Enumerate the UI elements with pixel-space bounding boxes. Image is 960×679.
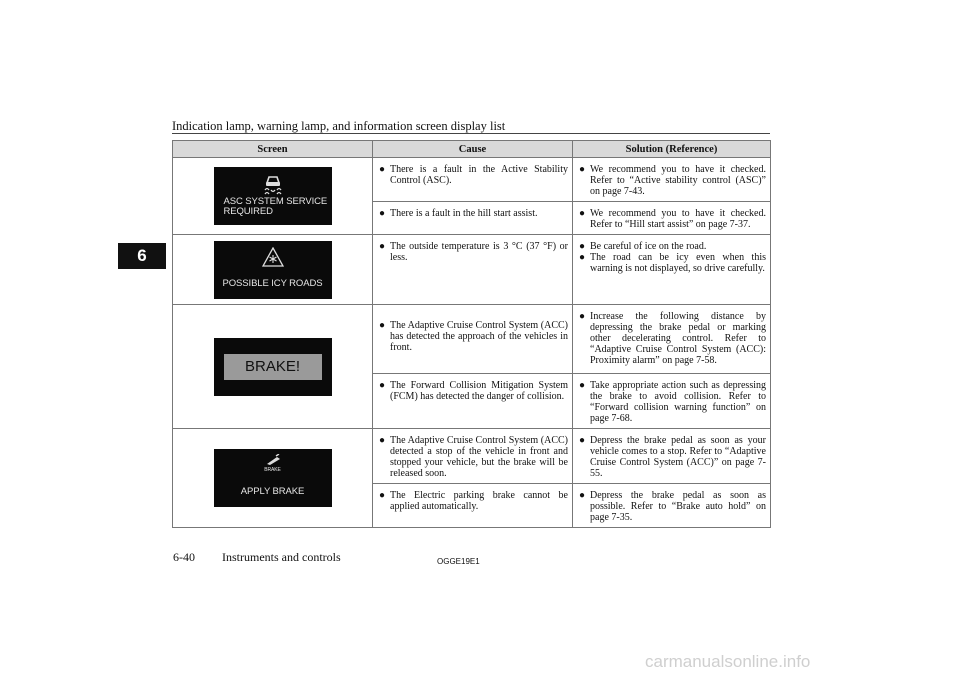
- table-row: [173, 305, 771, 374]
- indicator-table: [172, 140, 771, 528]
- brake-pedal-icon: [264, 454, 282, 466]
- cause-cell: ● The Adaptive Cruise Control System (ACC) detected a stop of the vehicle in front and stopped your vehicle, but the brake will be released soon.: [373, 429, 573, 484]
- table-header-row: [173, 141, 771, 158]
- solution-cell: ● Take appropriate action such as depressing the brake to avoid collision. Refer to “Forward collision warning function” on page 7-68.: [573, 374, 771, 429]
- apply-brake-screen-text: APPLY BRAKE: [240, 486, 305, 497]
- icy-screen-text: POSSIBLE ICY ROADS: [222, 277, 323, 289]
- solution-cell: ● Increase the following distance by depressing the brake pedal or marking other decelerating control. Refer to “Adaptive Cruise Control System (ACC): Proximity alarm” on page 7-58.: [573, 305, 771, 374]
- watermark: carmanualsonline.info: [645, 652, 811, 671]
- solution-cell: ● We recommend you to have it checked. Refer to “Hill start assist” on page 7-37.: [573, 202, 771, 235]
- column-header-solution: Solution (Reference): [573, 141, 771, 158]
- page-number: 6-40: [173, 550, 195, 564]
- solution-cell: ● We recommend you to have it checked. Refer to “Active stability control (ASC)” on page 7-43.: [573, 158, 771, 202]
- screen-cell: [173, 158, 373, 235]
- cause-cell: ● The Adaptive Cruise Control System (ACC) has detected the approach of the vehicles in front.: [373, 305, 573, 374]
- asc-screen-text: ASC SYSTEM SERVICE REQUIRED: [223, 196, 328, 217]
- cause-cell: ● The Forward Collision Mitigation System (FCM) has detected the danger of collision.: [373, 374, 573, 429]
- table-row: [173, 158, 771, 202]
- cause-cell: ● The Electric parking brake cannot be applied automatically.: [373, 484, 573, 528]
- footer-section-title: Instruments and controls: [222, 550, 341, 564]
- header-rule: [172, 133, 770, 134]
- icy-road-warning-screen: [214, 241, 332, 299]
- brake-warning-screen: [214, 338, 332, 396]
- brake-screen-text: BRAKE!: [224, 354, 322, 380]
- skidding-car-icon: [261, 173, 285, 195]
- apply-brake-screen: [214, 449, 332, 507]
- solution-cell: ● Depress the brake pedal as soon as your vehicle comes to a stop. Refer to “Adaptive Cruise Control System (ACC)” on page 7-55.: [573, 429, 771, 484]
- screen-cell: [173, 305, 373, 429]
- brake-icon-label: BRAKE: [264, 467, 281, 473]
- column-header-screen: Screen: [173, 141, 373, 158]
- snowflake-warning-icon: [262, 247, 284, 267]
- solution-cell: ● Depress the brake pedal as soon as possible. Refer to “Brake auto hold” on page 7-35.: [573, 484, 771, 528]
- table-row: [173, 429, 771, 484]
- header-title: Indication lamp, warning lamp, and information screen display list: [172, 119, 506, 133]
- cause-cell: ● There is a fault in the hill start assist.: [373, 202, 573, 235]
- document-code: OGGE19E1: [437, 557, 480, 566]
- cause-cell: ● There is a fault in the Active Stability Control (ASC).: [373, 158, 573, 202]
- asc-warning-screen: [214, 167, 332, 225]
- screen-cell: [173, 429, 373, 528]
- column-header-cause: Cause: [373, 141, 573, 158]
- section-tab: 6: [118, 243, 166, 269]
- screen-cell: [173, 235, 373, 305]
- solution-cell: ● Be careful of ice on the road. ● The road can be icy even when this warning is not displayed, so drive carefully.: [573, 235, 771, 305]
- cause-cell: ● The outside temperature is 3 °C (37 °F) or less.: [373, 235, 573, 305]
- table-row: [173, 235, 771, 305]
